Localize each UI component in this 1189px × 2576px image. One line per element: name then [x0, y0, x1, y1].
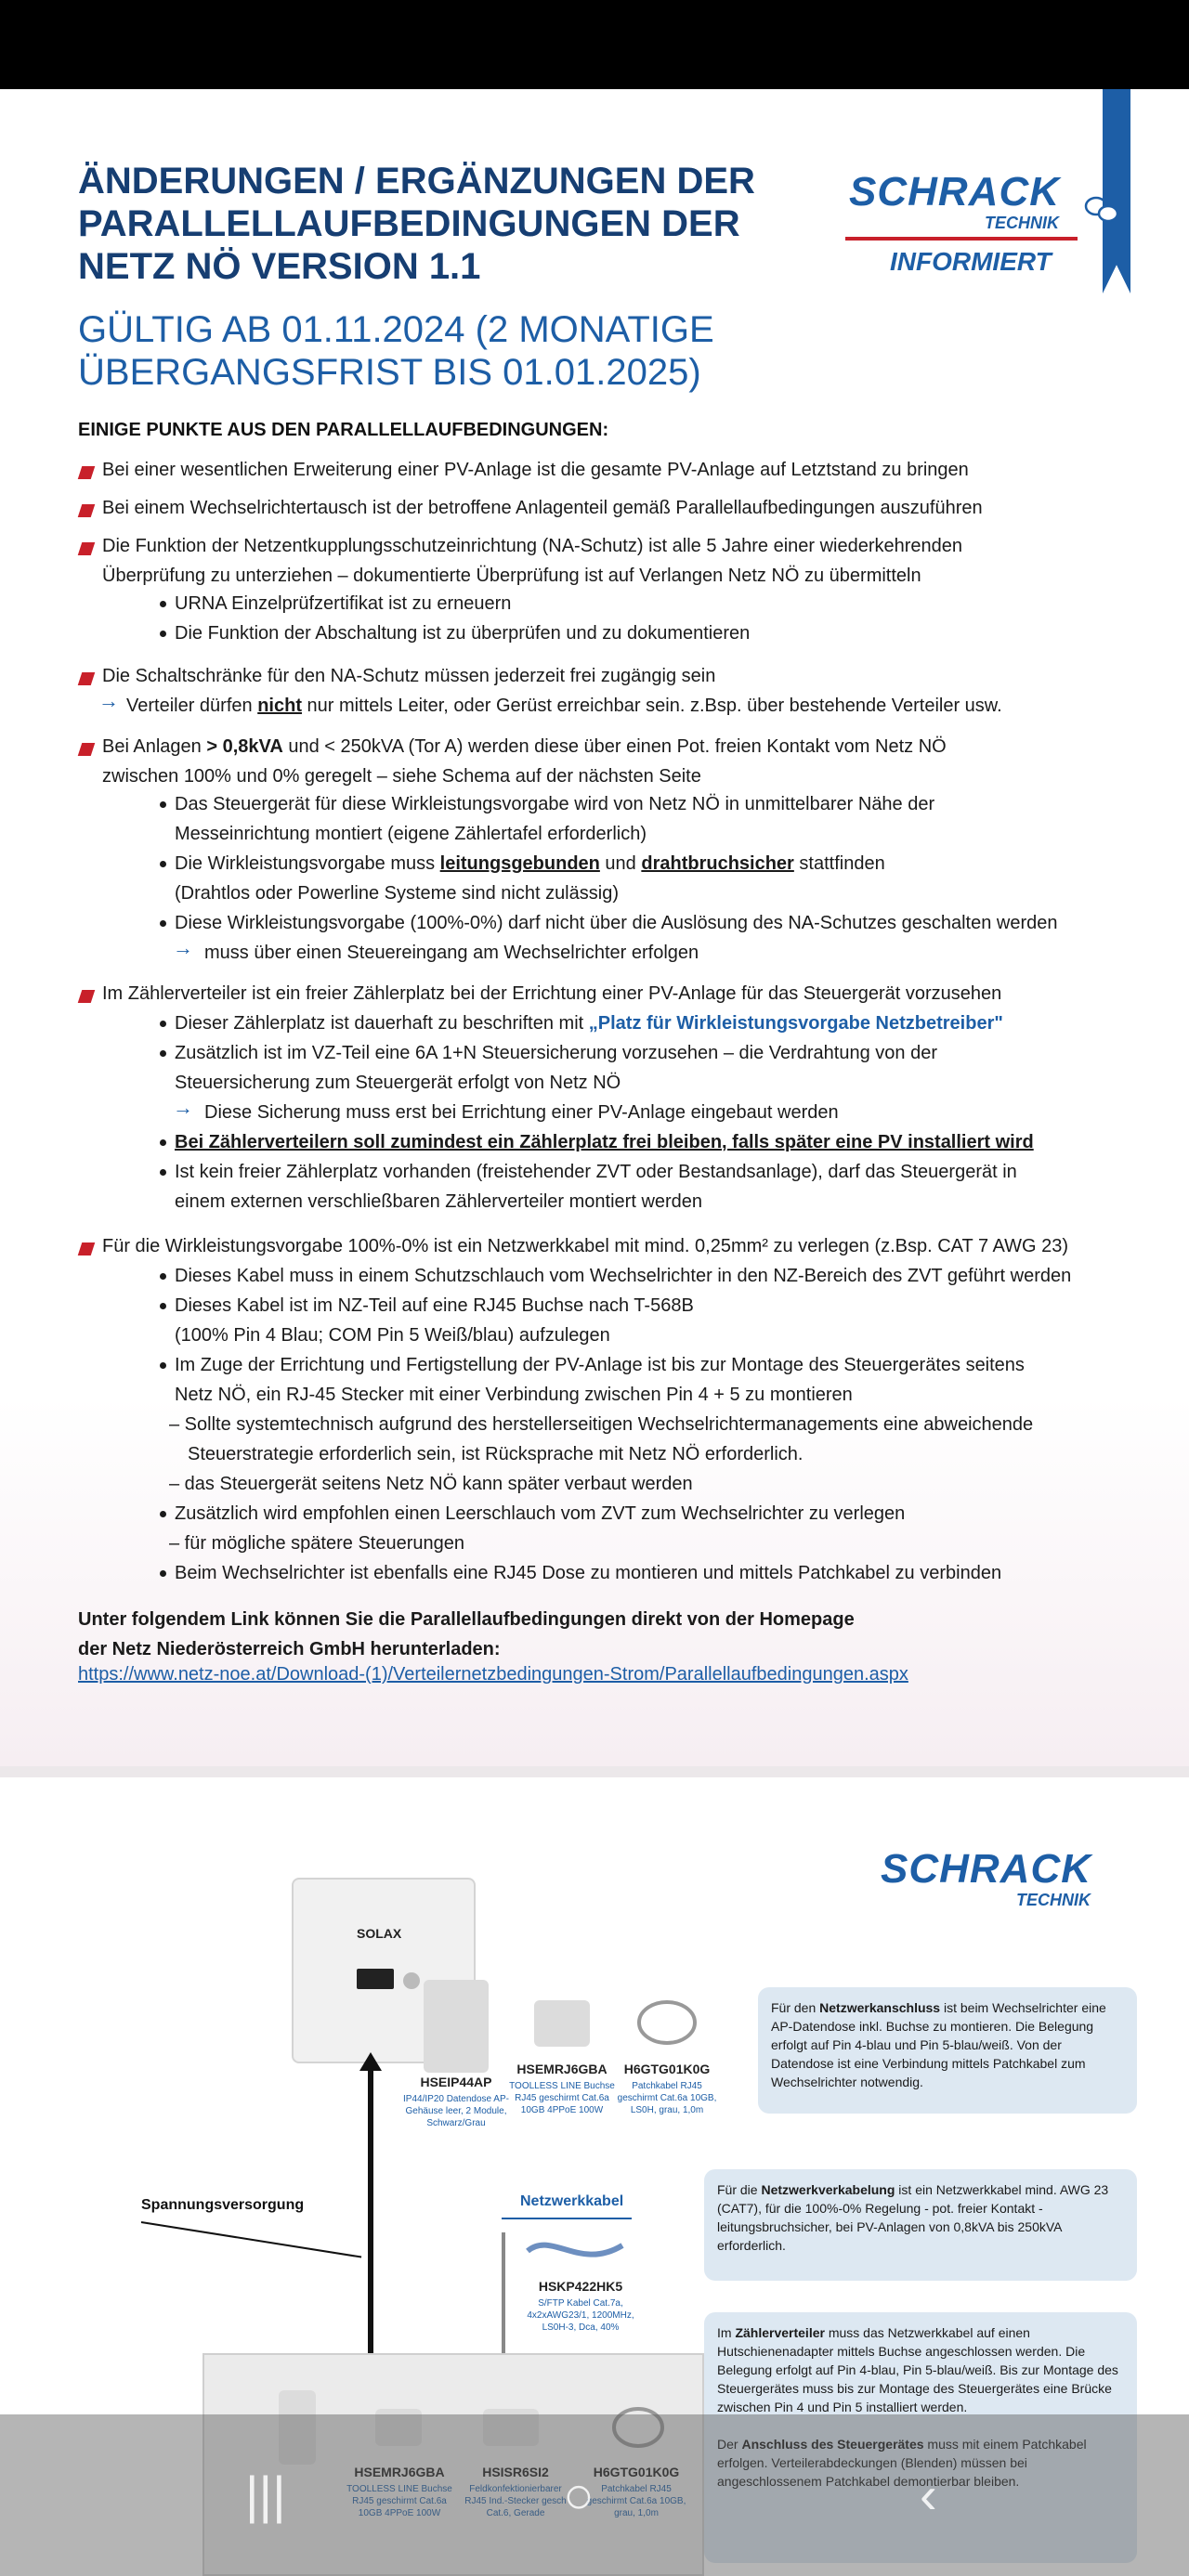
red-bullet-icon: [78, 672, 96, 685]
bullet-text: Bei einem Wechselrichtertausch ist der betroffene Anlagenteil gemäß Parallellaufbedingungen auszuführen: [102, 498, 983, 518]
product-code: HSEMRJ6GBA: [516, 2062, 608, 2076]
chat-bubbles-icon: [1083, 191, 1120, 228]
sub-bullet-text: Netz NÖ, ein RJ-45 Stecker mit einer Verbindung zwischen Pin 4 + 5 zu montieren: [175, 1385, 853, 1405]
sub-bullet-text: Im Zuge der Errichtung und Fertigstellung der PV-Anlage ist bis zur Montage des Steuergerätes seitens: [175, 1355, 1025, 1375]
arrow-right-icon: →: [173, 936, 193, 959]
rj45-socket-image: [534, 2000, 590, 2047]
sub-bullet-text: Ist kein freier Zählerplatz vorhanden (freistehender ZVT oder Bestandsanlage), darf das Steuergerät in: [175, 1162, 1017, 1182]
product-code: HSEIP44AP: [420, 2075, 492, 2089]
section-title: EINIGE PUNKTE AUS DEN PARALLELLAUFBEDINGUNGEN:: [78, 420, 609, 440]
schrack-logo: [877, 1846, 1146, 1909]
info-box-network-cabling: Für die Netzwerkverkabelung ist ein Netzwerkkabel mind. AWG 23 (CAT7), für die 100%-0% Regelung - pot. freier Kontakt - leitungsbruchsicher, bei PV-Anlagen von 0,8kVA bis 250kVA erforderlich.: [704, 2169, 1137, 2281]
info-box-meter-cabinet: Im Zählerverteiler muss das Netzwerkkabel auf einen Hutschienenadapter mittels Buchse angeschlossen werden. Die Belegung erfolgt auf Pin 4-blau, Pin 5-blau/weiß. Bis zur Montage des Steuergerätes muss bis zur Montage des Steuergerätes eine Brücke zwischen Pin 4 und Pin 5 installiert werden. Der Anschluss des Steuergerätes muss mit einem Patchkabel erfolgen. Verteilerabdeckungen (Blenden) müssen bei angeschlossenem Patchkabel demontierbar bleiben.: [704, 2312, 1137, 2563]
document-page-1: [0, 89, 1189, 1766]
inverter-label: SOLAX: [357, 1926, 402, 1941]
page-gap: [0, 1766, 1189, 1777]
sub-bullet-text: Beim Wechselrichter ist ebenfalls eine RJ45 Dose zu montieren und mittels Patchkabel zu verbinden: [175, 1563, 1002, 1583]
download-link[interactable]: https://www.netz-noe.at/Download-(1)/Verteilernetzbedingungen-Strom/Parallellaufbedingungen.aspx: [78, 1664, 908, 1685]
bullet-text: Die Schaltschränke für den NA-Schutz müssen jederzeit frei zugängig sein: [102, 666, 716, 686]
datendose-image: [424, 1980, 489, 2073]
logo-brand: SCHRACK: [849, 169, 1060, 215]
bullet-text: Bei einer wesentlichen Erweiterung einer PV-Anlage ist die gesamte PV-Anlage auf Letztstand zu bringen: [102, 460, 969, 480]
page-subtitle: [78, 308, 821, 394]
power-label: Spannungsversorgung: [141, 2197, 305, 2213]
product-code: H6GTG01K0G: [623, 2062, 711, 2076]
sub-bullet-text: – für mögliche spätere Steuerungen: [169, 1533, 464, 1554]
sub-bullet-icon: [160, 1362, 166, 1369]
sub-bullet-text: Die Wirkleistungsvorgabe muss leitungsgebunden und drahtbruchsicher stattfinden: [175, 853, 885, 874]
sub-bullet-text: Dieses Kabel ist im NZ-Teil auf eine RJ45 Buchse nach T-568B: [175, 1295, 694, 1316]
recent-apps-button[interactable]: |||: [245, 2465, 286, 2524]
title-line: PARALLELLAUFBEDINGUNGEN DER: [78, 203, 740, 244]
power-label-line: [141, 2221, 361, 2258]
product-desc: IP44/IP20 Datendose AP-Gehäuse leer, 2 Module, Schwarz/Grau: [403, 2094, 509, 2128]
product-code: HSKP422HK5: [538, 2279, 623, 2294]
schrack-logo: [845, 169, 1115, 280]
sub-bullet-text: Das Steuergerät für diese Wirkleistungsvorgabe wird von Netz NÖ in unmittelbarer Nähe der: [175, 794, 935, 814]
network-cable-icon: [524, 2227, 626, 2275]
sub-bullet-icon: [160, 861, 166, 867]
sub-bullet-text: (100% Pin 4 Blau; COM Pin 5 Weiß/blau) aufzulegen: [175, 1325, 610, 1346]
arrow-up-icon: [359, 2052, 382, 2071]
bullet-text: Verteiler dürfen nicht nur mittels Leiter, oder Gerüst erreichbar sein. z.Bsp. über bestehende Verteiler usw.: [126, 696, 1002, 716]
sub-bullet-text: Bei Zählerverteilern soll zumindest ein Zählerplatz frei bleiben, falls später eine PV installiert wird: [175, 1132, 1034, 1152]
product-desc: S/FTP Kabel Cat.7a, 4x2xAWG23/1, 1200MHz, LS0H-3, Dca, 40%: [527, 2298, 634, 2333]
subtitle-line: ÜBERGANGSFRIST BIS 01.01.2025): [78, 352, 701, 393]
sub-bullet-text: Zusätzlich ist im VZ-Teil eine 6A 1+N Steuersicherung vorzusehen – die Verdrahtung von der: [175, 1043, 937, 1063]
sub-bullet-icon: [160, 1273, 166, 1280]
sub-bullet-text: Dieser Zählerplatz ist dauerhaft zu beschriften mit „Platz für Wirkleistungsvorgabe Netzbetreiber": [175, 1013, 1003, 1034]
bullet-text: zwischen 100% und 0% geregelt – siehe Schema auf der nächsten Seite: [102, 766, 701, 787]
sub-bullet-text: URNA Einzelprüfzertifikat ist zu erneuern: [175, 593, 512, 614]
logo-sub: TECHNIK: [985, 214, 1059, 232]
logo-tag: INFORMIERT: [890, 247, 1052, 276]
bullet-text: Im Zählerverteiler ist ein freier Zählerplatz bei der Errichtung einer PV-Anlage für das Steuergerät vorzusehen: [102, 983, 1002, 1004]
navigation-bar: [0, 2414, 1189, 2576]
page-title: [78, 160, 821, 288]
sub-bullet-icon: [160, 1570, 166, 1577]
bullet-text: Überprüfung zu unterziehen – dokumentierte Überprüfung ist auf Verlangen Netz NÖ zu übermitteln: [102, 566, 921, 586]
red-bullet-icon: [78, 542, 96, 555]
status-bar: [0, 0, 1189, 89]
sub-bullet-text: Dieses Kabel muss in einem Schutzschlauch vom Wechselrichter in den NZ-Bereich des ZVT geführt werden: [175, 1266, 1072, 1286]
bullet-text: Die Funktion der Netzentkupplungsschutzeinrichtung (NA-Schutz) ist alle 5 Jahre einer wiederkehrenden: [102, 536, 963, 556]
bullet-text: Für die Wirkleistungsvorgabe 100%-0% ist ein Netzwerkkabel mit mind. 0,25mm² zu verlegen (z.Bsp. CAT 7 AWG 23): [102, 1236, 1069, 1256]
product-desc: TOOLLESS LINE Buchse RJ45 geschirmt Cat.6a 10GB 4PPoE 100W: [346, 2484, 452, 2518]
sub-bullet-icon: [160, 601, 166, 607]
product-desc: Feldkonfektionierbarer RJ45 Ind.-Stecker gesch Cat.6, Gerade: [464, 2484, 567, 2518]
footer-text: Unter folgendem Link können Sie die Parallellaufbedingungen direkt von der Homepage: [78, 1609, 855, 1630]
arrow-right-icon: →: [98, 689, 119, 712]
subtitle-line: GÜLTIG AB 01.11.2024 (2 MONATIGE: [78, 309, 714, 350]
sub-bullet-icon: [160, 631, 166, 637]
sub-bullet-text: – Sollte systemtechnisch aufgrund des herstellerseitigen Wechselrichtermanagements eine abweichende: [169, 1414, 1034, 1435]
sub-bullet-text: (Drahtlos oder Powerline Systeme sind nicht zulässig): [175, 883, 619, 904]
sub-bullet-text: muss über einen Steuereingang am Wechselrichter erfolgen: [204, 943, 699, 963]
footer-text: der Netz Niederösterreich GmbH herunterladen:: [78, 1639, 501, 1659]
title-line: NETZ NÖ VERSION 1.1: [78, 246, 481, 287]
logo-bar: [845, 237, 1078, 241]
sub-bullet-text: Diese Sicherung muss erst bei Errichtung einer PV-Anlage eingebaut werden: [204, 1102, 839, 1123]
inverter-display: [357, 1969, 394, 1989]
network-label-line: [502, 2218, 632, 2219]
sub-bullet-text: Steuersicherung zum Steuergerät erfolgt von Netz NÖ: [175, 1073, 621, 1093]
patch-cable-icon: [630, 1993, 704, 2052]
red-bullet-icon: [78, 990, 96, 1003]
product-code: HSISR6SI2: [482, 2465, 549, 2479]
sub-bullet-icon: [160, 1021, 166, 1027]
product-code: HSEMRJ6GBA: [354, 2465, 445, 2479]
sub-bullet-text: einem externen verschließbaren Zählerverteiler montiert werden: [175, 1191, 703, 1212]
arrow-right-icon: →: [173, 1096, 193, 1119]
product-desc: Patchkabel RJ45 geschirmt Cat.6a 10GB, LS0H, grau, 1,0m: [617, 2081, 717, 2115]
title-line: ÄNDERUNGEN / ERGÄNZUNGEN DER: [78, 161, 755, 202]
inverter-button: [403, 1972, 420, 1989]
bullet-text: Bei Anlagen > 0,8kVA und < 250kVA (Tor A) werden diese über einen Pot. freien Kontakt vom Netz NÖ: [102, 736, 947, 757]
red-bullet-icon: [78, 466, 96, 479]
sub-bullet-icon: [160, 1511, 166, 1517]
logo-brand: SCHRACK: [881, 1846, 1091, 1892]
sub-bullet-icon: [160, 801, 166, 808]
product-desc: TOOLLESS LINE Buchse RJ45 geschirmt Cat.6a 10GB 4PPoE 100W: [509, 2081, 615, 2115]
product-code: H6GTG01K0G: [593, 2465, 680, 2479]
home-button[interactable]: ○: [563, 2465, 594, 2524]
red-bullet-icon: [78, 743, 96, 756]
info-box-network-connection: Für den Netzwerkanschluss ist beim Wechselrichter eine AP-Datendose inkl. Buchse zu montieren. Die Belegung erfolgt auf Pin 4-blau und Pin 5-blau/weiß. Von der Datendose ist eine Verbindung mittels Patchkabel zum Wechselrichter notwendig.: [758, 1987, 1137, 2114]
network-label: Netzwerkkabel: [520, 2193, 624, 2209]
sub-bullet-icon: [160, 920, 166, 927]
logo-sub: TECHNIK: [1016, 1891, 1091, 1909]
sub-bullet-text: Zusätzlich wird empfohlen einen Leerschlauch vom ZVT zum Wechselrichter zu verlegen: [175, 1503, 906, 1524]
sub-bullet-text: Steuerstrategie erforderlich sein, ist Rücksprache mit Netz NÖ erforderlich.: [188, 1444, 804, 1464]
product-desc: Patchkabel RJ45 geschirmt Cat.6a 10GB, grau, 1,0m: [586, 2484, 686, 2518]
sub-bullet-icon: [160, 1139, 166, 1146]
sub-bullet-text: – das Steuergerät seitens Netz NÖ kann später verbaut werden: [169, 1474, 693, 1494]
back-button[interactable]: ‹: [920, 2465, 937, 2524]
sub-bullet-icon: [160, 1050, 166, 1057]
sub-bullet-icon: [160, 1169, 166, 1176]
red-bullet-icon: [78, 504, 96, 517]
red-bullet-icon: [78, 1242, 96, 1255]
sub-bullet-icon: [160, 1303, 166, 1309]
sub-bullet-text: Messeinrichtung montiert (eigene Zählertafel erforderlich): [175, 824, 647, 844]
sub-bullet-text: Diese Wirkleistungsvorgabe (100%-0%) darf nicht über die Auslösung des NA-Schutzes geschalten werden: [175, 913, 1058, 933]
sub-bullet-text: Die Funktion der Abschaltung ist zu überprüfen und zu dokumentieren: [175, 623, 751, 644]
